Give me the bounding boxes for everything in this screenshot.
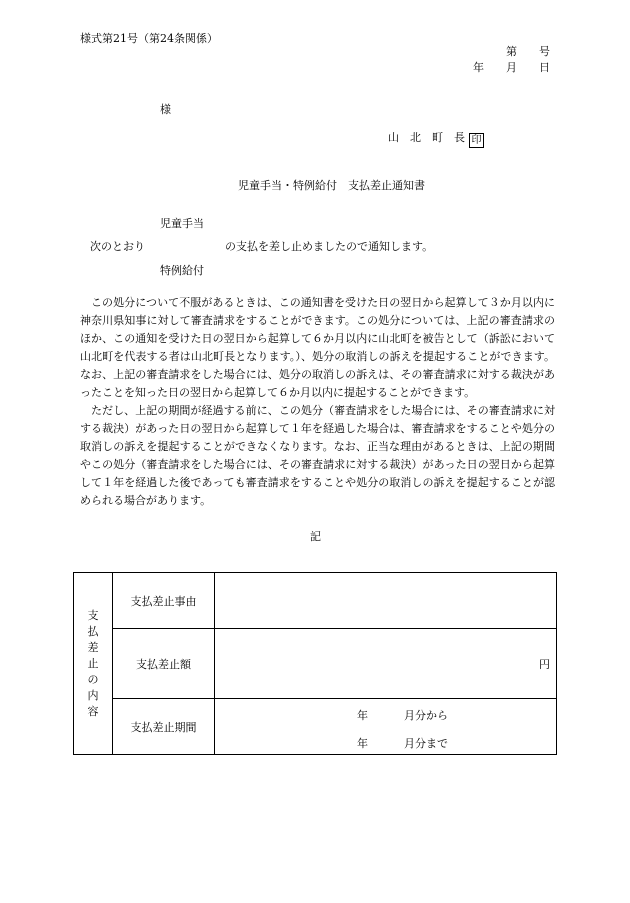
notice-prefix: 次のとおり [90,240,145,253]
notice-option-special-benefit: 特例給付 [160,264,204,277]
period-to-month: 月分まで [404,737,448,750]
issuer-line [388,132,484,148]
vertical-header [74,573,113,755]
period-from [357,707,448,723]
issuer-name: 山 北 町 長 [388,131,465,144]
notice-suffix: の支払を差し止めましたので通知します。 [225,240,434,253]
amount-unit: 円 [539,657,550,671]
vertical-header-char: 差 [87,640,99,654]
vertical-header-char: 容 [87,704,99,718]
content-table [73,572,557,755]
vertical-header-char: の [87,672,99,686]
table-row-reason [74,573,557,629]
period-label: 支払差止期間 [113,699,215,755]
vertical-header-char: 止 [87,656,99,670]
vertical-header-char: 内 [87,688,99,702]
period-to-year: 年 [357,737,368,750]
table-row-period [74,699,557,755]
document-title: 児童手当・特例給付 支払差止通知書 [238,179,425,192]
notice-option-child-allowance: 児童手当 [160,217,204,230]
period-to [357,735,448,751]
vertical-header-char: 払 [87,624,99,638]
reason-label: 支払差止事由 [113,573,215,629]
addressee-suffix: 様 [160,103,171,116]
form-number: 様式第21号（第24条関係） [80,32,218,45]
amount-value [215,629,557,699]
table-row-amount [74,629,557,699]
period-from-year: 年 [357,709,368,722]
document-number: 第 号 [506,45,550,58]
seal-icon: 印 [469,133,484,148]
ki-marker: 記 [310,530,321,543]
reason-value [215,573,557,629]
period-from-month: 月分から [404,709,448,722]
instructions-body [80,294,555,510]
instructions-paragraph-2: ただし、上記の期間が経過する前に、この処分（審査請求をした場合には、その審査請求に対する裁決）があった日の翌日から起算して１年を経過した場合は、審査請求をすることや処分の取消しの訴えを提起することができなくなります。なお、正当な理由があるときは、上記の期間やこの処分（審査請求をした場合には、その審査請求に対する裁決）があった日の翌日から起算して１年を経過した後であっても審査請求をすることや処分の取消しの訴えを提起することが認められる場合があります。 [80,404,555,507]
instructions-paragraph-1: この処分について不服があるときは、この通知書を受けた日の翌日から起算して３か月以内に神奈川県知事に対して審査請求をすることができます。この処分については、上記の審査請求のほか、この通知を受けた日の翌日から起算して６か月以内に山北町を被告として（訴訟において山北町を代表する者は山北町長となります。）、処分の取消しの訴えを提起することができます。なお、上記の審査請求をした場合には、処分の取消しの訴えは、その審査請求に対する裁決があったことを知った日の翌日から起算して６か月以内に提起することができます。 [80,296,555,399]
vertical-header-char: 支 [87,608,99,622]
issue-date: 年 月 日 [473,61,550,74]
period-value [215,699,557,755]
amount-label: 支払差止額 [113,629,215,699]
